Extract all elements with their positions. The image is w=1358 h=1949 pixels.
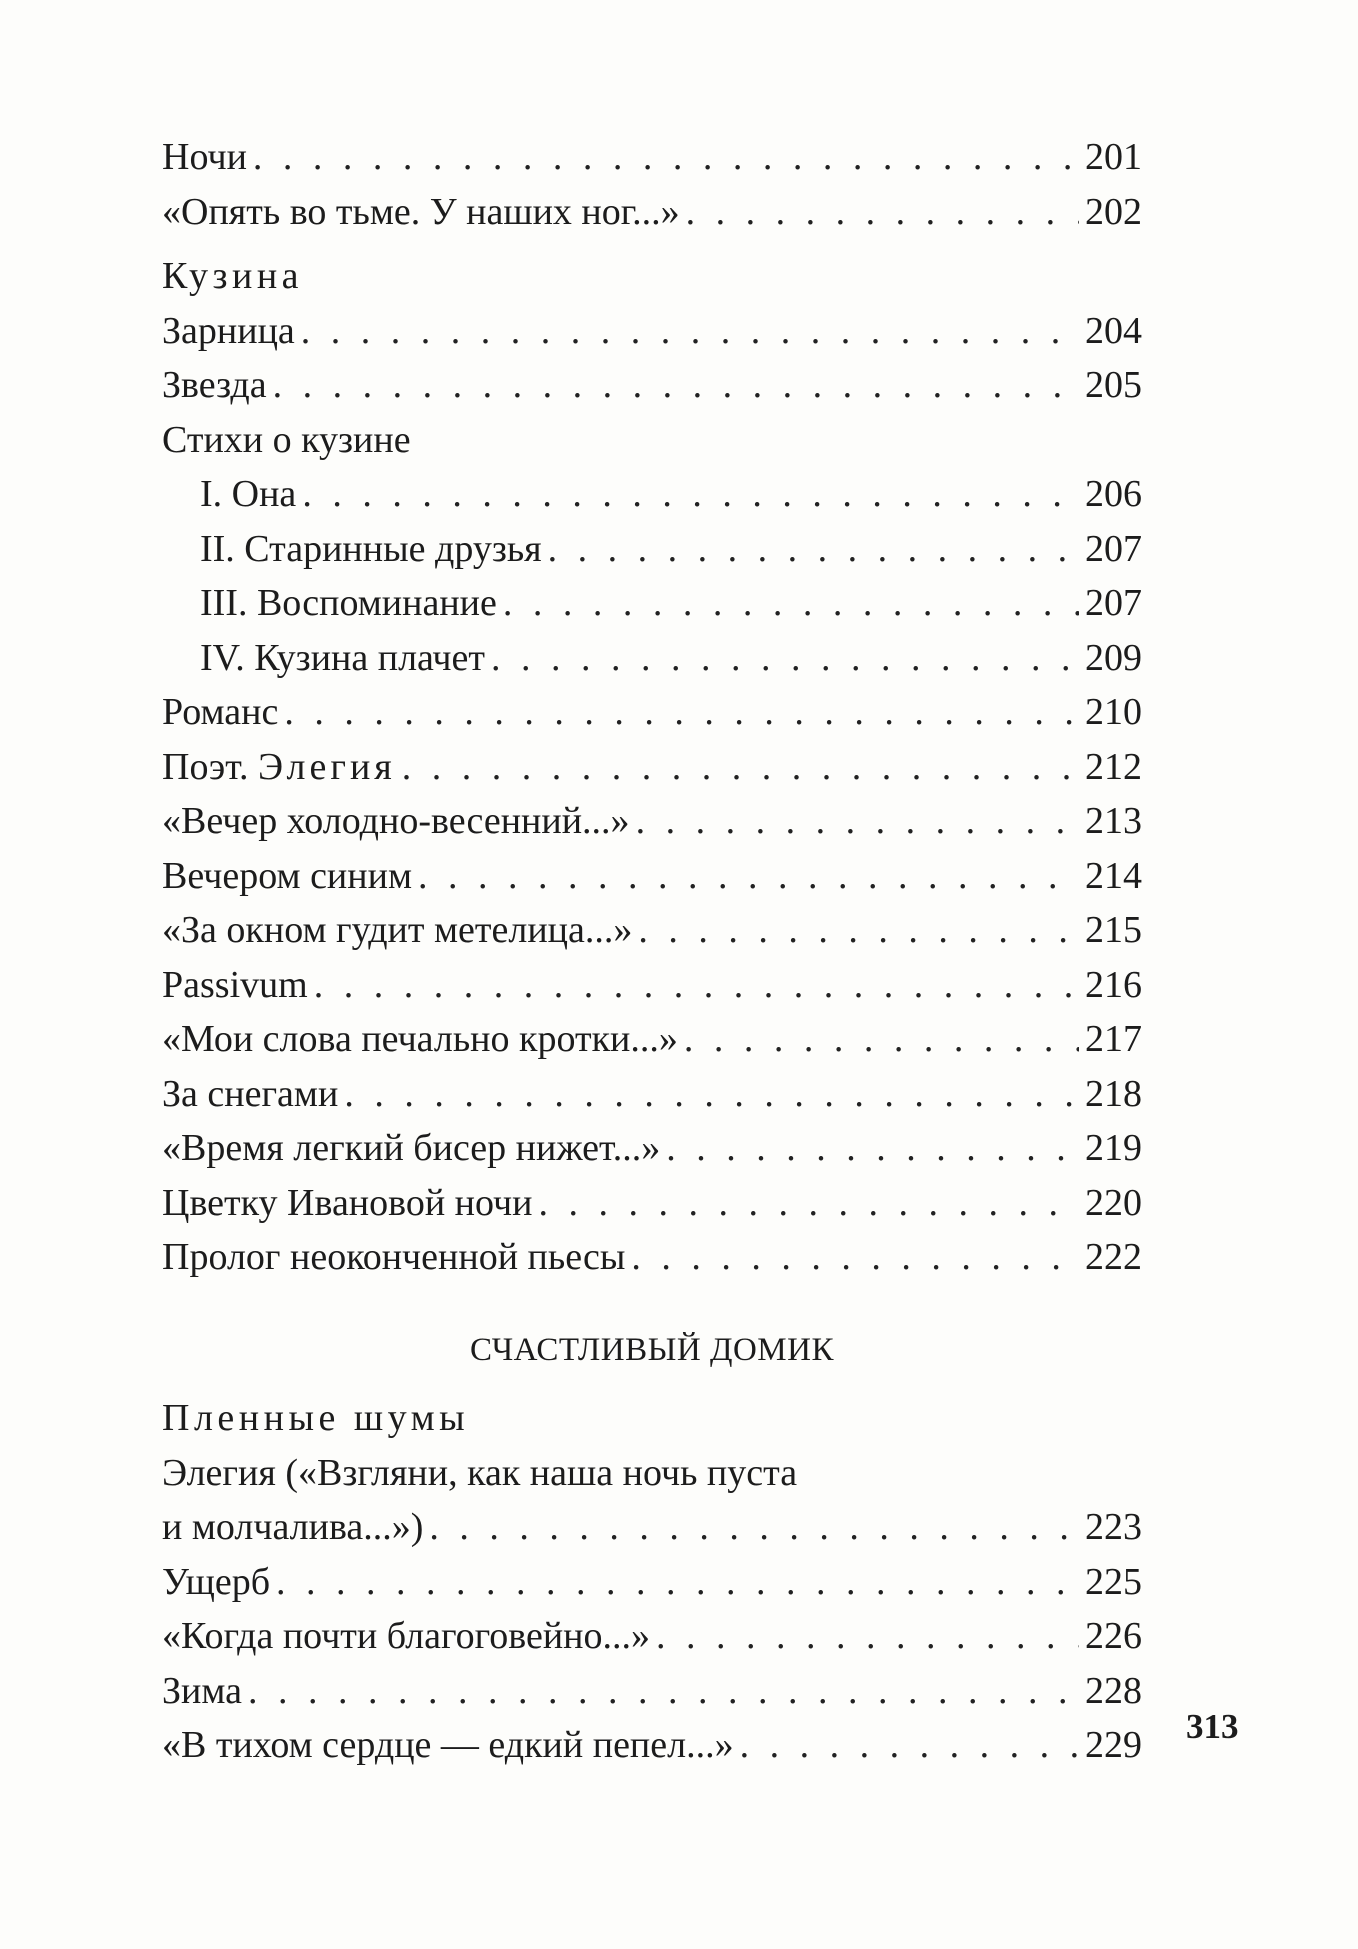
entry-page: 215 — [1085, 909, 1142, 951]
dot-leader — [248, 1664, 1079, 1719]
entry-title: I. Она — [200, 473, 297, 515]
toc-entry — [162, 304, 1142, 359]
toc-entry — [162, 1718, 1142, 1773]
entry-page: 207 — [1085, 527, 1142, 570]
entry-title: «Когда почти благоговейно...» — [162, 1615, 651, 1657]
entry-title-first-line: Элегия («Взгляни, как наша ночь пуста — [162, 1451, 798, 1494]
entry-title: «Опять во тьме. У наших ног...» — [162, 190, 680, 233]
spacer — [162, 239, 1142, 249]
toc-entry — [162, 1067, 1142, 1122]
toc-entry — [162, 903, 1142, 958]
entry-page: 218 — [1085, 1072, 1142, 1115]
entry-page: 213 — [1085, 800, 1142, 842]
entry-page: 226 — [1085, 1615, 1142, 1657]
entry-title: Ущерб — [162, 1560, 271, 1603]
toc-entry — [162, 1176, 1142, 1231]
toc-entry — [162, 1664, 1142, 1719]
toc-entry — [162, 1012, 1142, 1067]
entry-page: 219 — [1085, 1127, 1142, 1169]
dot-leader — [344, 1067, 1079, 1122]
entry-title-spaced-part: Элегия — [257, 745, 396, 788]
entry-page: 205 — [1085, 364, 1142, 406]
entry-title: III. Воспоминание — [200, 582, 497, 624]
dot-leader — [631, 1230, 1079, 1285]
dot-leader — [636, 794, 1079, 849]
dot-leader — [491, 631, 1079, 686]
entry-page: 216 — [1085, 963, 1142, 1006]
toc-entry — [162, 467, 1142, 522]
toc-entry — [162, 958, 1142, 1013]
entry-title: IV. Кузина плачет — [200, 636, 485, 679]
entry-page: 220 — [1085, 1181, 1142, 1224]
entry-title-part: Поэт. — [162, 745, 249, 788]
dot-leader — [548, 522, 1079, 577]
toc-entry — [162, 1230, 1142, 1285]
dot-leader — [503, 576, 1079, 631]
group-heading: Пленные шумы — [162, 1397, 470, 1439]
entry-title: «В тихом сердце — едкий пепел...» — [162, 1724, 734, 1766]
dot-leader — [429, 1500, 1079, 1555]
entry-title: Зарница — [162, 309, 295, 352]
dot-leader — [666, 1121, 1079, 1176]
toc-entry — [162, 185, 1142, 240]
toc-entry — [162, 685, 1142, 740]
toc-entry — [162, 1555, 1142, 1610]
toc-entry — [162, 631, 1142, 686]
entry-page: 217 — [1085, 1018, 1142, 1060]
entry-title: Ночи — [162, 136, 247, 178]
spacer — [162, 1285, 1142, 1315]
entry-title: «Мои слова печально кротки...» — [162, 1018, 678, 1060]
table-of-contents — [162, 130, 1142, 1773]
dot-leader — [638, 903, 1079, 958]
entry-page: 210 — [1085, 691, 1142, 733]
dot-leader — [402, 740, 1079, 795]
entry-page: 212 — [1085, 745, 1142, 788]
dot-leader — [253, 130, 1079, 185]
entry-title: Вечером синим — [162, 854, 412, 897]
dot-leader — [302, 467, 1079, 522]
entry-title: и молчалива...») — [162, 1506, 424, 1548]
toc-entry — [162, 1609, 1142, 1664]
entry-title: За снегами — [162, 1072, 339, 1115]
toc-entry — [162, 130, 1142, 185]
subgroup-heading: Стихи о кузине — [162, 418, 411, 461]
toc-entry — [162, 849, 1142, 904]
entry-page: 204 — [1085, 309, 1142, 352]
entry-title: Passivum — [162, 963, 308, 1006]
entry-page: 228 — [1085, 1669, 1142, 1712]
toc-entry — [162, 1500, 1142, 1555]
entry-page: 214 — [1085, 854, 1142, 897]
dot-leader — [276, 1555, 1079, 1610]
entry-title: Зима — [162, 1669, 243, 1712]
entry-title: Пролог неоконченной пьесы — [162, 1236, 626, 1278]
dot-leader — [684, 1012, 1079, 1067]
entry-page: 201 — [1085, 136, 1142, 178]
entry-page: 229 — [1085, 1724, 1142, 1766]
entry-title: II. Старинные друзья — [200, 527, 542, 570]
entry-title: «За окном гудит метелица...» — [162, 909, 633, 951]
toc-entry — [162, 576, 1142, 631]
entry-title: Романс — [162, 691, 279, 733]
entry-page: 225 — [1085, 1560, 1142, 1603]
entry-title: «Время легкий бисер нижет...» — [162, 1127, 661, 1169]
toc-entry — [162, 740, 1142, 795]
dot-leader — [301, 304, 1079, 359]
toc-entry — [162, 794, 1142, 849]
toc-entry — [162, 1121, 1142, 1176]
entry-title — [162, 740, 396, 795]
page-number: 313 — [1186, 1707, 1239, 1746]
dot-leader — [418, 849, 1079, 904]
toc-entry — [162, 358, 1142, 413]
entry-title: Цветку Ивановой ночи — [162, 1181, 533, 1224]
entry-title: «Вечер холодно-весенний...» — [162, 800, 630, 842]
entry-page: 206 — [1085, 473, 1142, 515]
dot-leader — [273, 358, 1079, 413]
dot-leader — [686, 185, 1079, 240]
section-title: СЧАСТЛИВЫЙ ДОМИК — [470, 1331, 834, 1368]
dot-leader — [740, 1718, 1079, 1773]
dot-leader — [314, 958, 1079, 1013]
group-heading: Кузина — [162, 255, 304, 297]
entry-page: 202 — [1085, 190, 1142, 233]
dot-leader — [656, 1609, 1079, 1664]
dot-leader — [538, 1176, 1079, 1231]
entry-title: Звезда — [162, 364, 267, 406]
entry-page: 207 — [1085, 582, 1142, 624]
dot-leader — [284, 685, 1079, 740]
toc-entry — [162, 522, 1142, 577]
entry-page: 223 — [1085, 1506, 1142, 1548]
entry-page: 209 — [1085, 636, 1142, 679]
entry-page: 222 — [1085, 1236, 1142, 1278]
